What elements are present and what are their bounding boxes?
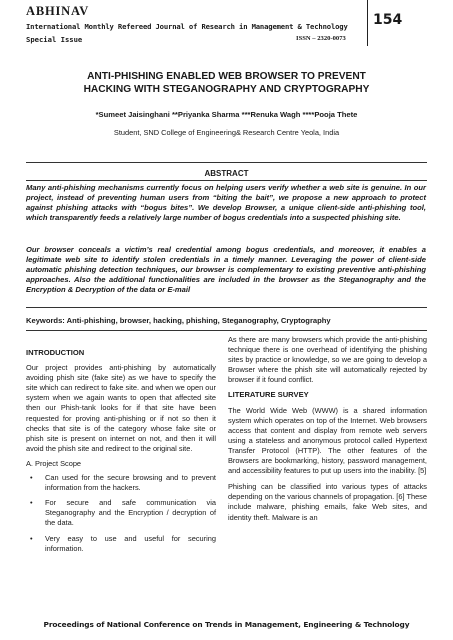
author-affiliation: Student, SND College of Engineering& Research Centre Yeola, India — [113, 128, 340, 137]
header-divider — [367, 0, 368, 46]
proceedings-footer: Proceedings of National Conference on Trends in Management, Engineering & Technology — [43, 620, 410, 629]
bullet-icon: • — [30, 533, 33, 543]
abstract-top-rule — [26, 162, 427, 163]
introduction-paragraph: Our project provides anti-phishing by automatically avoiding phish site (fake site) as we have to specify the site which can redirect to fake site. and when we open our system when we again wants to open that affected site then our Phish-tank looks for if that site have been requested for proving anti-phishing or if not so then it checks that site is of the category whose fake site or phish site is present on internet on not, and then it will avoid the phish site and redirect to the original site. — [26, 363, 216, 453]
literature-paragraph-2: Phishing can be classified into various types of attacks depending on the various channels of propagation. [6] These include malware, phishing emails, fake Web sites, and identity theft. Malware is an — [228, 482, 427, 522]
introduction-continued-paragraph: As there are many browsers which provide the anti-phishing technique there is one overhead of identifying the phishing sites by practice or knowledge, so we are going to develop a Browser where the phish site will automatically rejected by browser if it found conflict. — [228, 335, 427, 385]
special-issue-label: Special Issue — [26, 35, 83, 44]
project-scope-list — [26, 473, 216, 554]
literature-survey-heading: LITERATURE SURVEY — [228, 390, 309, 400]
paper-title-line-1: ANTI-PHISHING ENABLED WEB BROWSER TO PREVENT — [87, 71, 366, 82]
abstract-heading: ABSTRACT — [204, 169, 249, 178]
abstract-heading-rule — [26, 180, 427, 181]
journal-name: ABHINAV — [26, 4, 90, 18]
bullet-icon: • — [30, 473, 33, 483]
abstract-paragraph-2: Our browser conceals a victim’s real credential among bogus credentials, and moreover, it enables a legitimate web site to identify stolen credentials in a timely manner. Leveraging the power of client-side automatic phishing detection techniques, our browser is complementary to existing preventive anti-phishing approaches. Also the additional functionalities are included in the browser as the Steganography and the Encryption & Decryption of the data or E-mail — [26, 245, 426, 295]
list-item: • Can used for the secure browsing and to prevent information from the hackers. — [30, 473, 216, 493]
paper-title-line-2: HACKING WITH STEGANOGRAPHY AND CRYPTOGRAPHY — [83, 84, 370, 95]
journal-subtitle: International Monthly Refereed Journal of Research in Management & Technology — [26, 22, 348, 31]
list-item: • For secure and safe communication via Steganography and the Encryption / decryption of the data. — [30, 498, 216, 528]
keywords: Keywords: Anti-phishing, browser, hacking, phishing, Steganography, Cryptography — [26, 316, 331, 325]
bullet-icon: • — [30, 498, 33, 508]
keywords-rule — [26, 330, 427, 331]
introduction-heading: INTRODUCTION — [26, 348, 85, 357]
paper-title — [30, 70, 423, 96]
project-scope-heading: A. Project Scope — [26, 458, 82, 468]
abstract-paragraph-1: Many anti-phishing mechanisms currently focus on helping users verify whether a web site is genuine. In our project, instead of preventing human users from “biting the bait”, we propose a new approach to protect against phishing attacks with “bogus bites”. We develop Browser, a unique client-side anti-phishing tool, which transparently feeds a relatively large number of bogus credentials into a suspected phishing site. — [26, 183, 426, 223]
abstract-bottom-rule — [26, 307, 427, 308]
author-list: *Sumeet Jaisinghani **Priyanka Sharma ***Renuka Wagh ****Pooja Thete — [95, 110, 358, 119]
issn-number: ISSN – 2320-0073 — [296, 35, 346, 42]
left-column — [26, 348, 216, 559]
list-item: • Very easy to use and useful for securing information. — [30, 533, 216, 553]
page-number: 154 — [373, 12, 403, 28]
right-column — [228, 335, 427, 523]
literature-paragraph-1: The World Wide Web (WWW) is a shared information system which operates on top of the Internet. Web browsers access that content and display from remote web servers using a stateless and anonymous protocol called Hypertext Transfer Protocol (HTTP). The other features of the Browsers are bookmarking, history, password management, and accessibility features to put up users into the inability. [5] — [228, 405, 427, 476]
